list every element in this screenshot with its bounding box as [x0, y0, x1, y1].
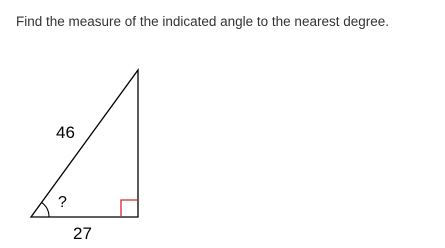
triangle — [31, 70, 138, 217]
question-text: Find the measure of the indicated angle to the nearest degree. — [16, 14, 389, 29]
angle-label: ? — [58, 194, 67, 211]
base-label: 27 — [73, 224, 92, 243]
hypotenuse-label: 46 — [56, 123, 75, 142]
angle-arc — [42, 202, 49, 217]
right-angle-marker — [121, 200, 138, 217]
